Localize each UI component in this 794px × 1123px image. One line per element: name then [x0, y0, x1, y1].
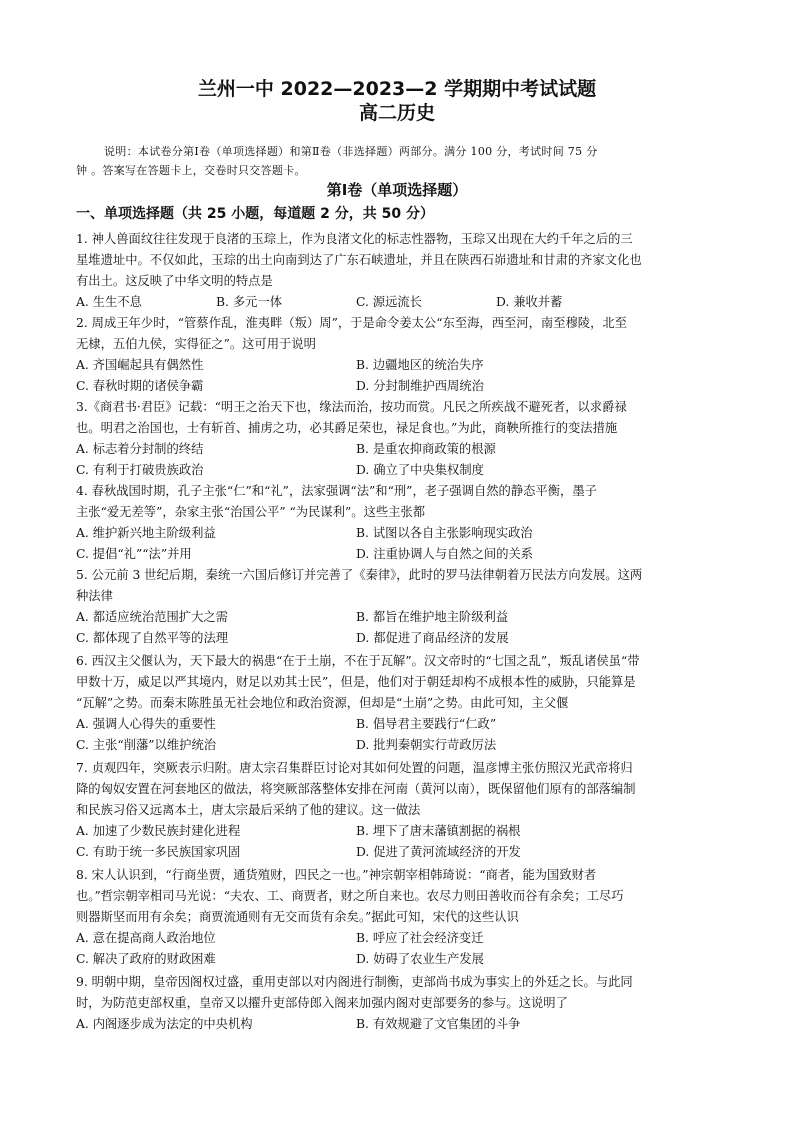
option-d: D. 注重协调人与自然之间的关系 — [356, 547, 534, 561]
option-a: A. 加速了少数民族封建化进程 — [76, 824, 241, 838]
option-c: C. 提倡“礼”“法”并用 — [76, 547, 192, 561]
question-text: 种法律 — [76, 589, 113, 603]
option-a: A. 维护新兴地主阶级利益 — [76, 526, 216, 540]
question-text: 和民族习俗又远离本土，唐太宗最后采纳了他的建议。这一做法 — [76, 803, 421, 817]
question-text: 时，为防范吏部权重，皇帝又以擢升吏部侍郎入阁来加强内阁对吏部要务的参与。这说明了 — [76, 996, 568, 1010]
option-d: D. 促进了黄河流域经济的开发 — [356, 845, 521, 859]
question-text: 则器斯坚而用有余矣；商贾流通则有无交而货有余矣。”据此可知，宋代的这些认识 — [76, 910, 519, 924]
option-c: C. 解决了政府的财政困难 — [76, 952, 216, 966]
option-b: B. 都旨在维护地主阶级利益 — [356, 610, 509, 624]
option-d: D. 兼收并蓄 — [496, 295, 563, 309]
question-text: 7. 贞观四年，突厥表示归附。唐太宗召集群臣讨论对其如何处置的问题，温彦博主张仿照汉光武帝将归 — [76, 761, 633, 775]
instructions-line-1: 说明：本试卷分第Ⅰ卷（单项选择题）和第Ⅱ卷（非选择题）两部分。满分 100 分，考试时间 75 分 — [104, 145, 598, 158]
section-title: 第Ⅰ卷（单项选择题） — [326, 181, 468, 199]
question-text: 2. 周成王年少时，“管蔡作乱，淮夷畔（叛）周”，于是命令姜太公“东至海，西至河，南至穆陵，北至 — [76, 316, 627, 330]
option-b: B. 多元一体 — [216, 295, 283, 309]
option-c: C. 有利于打破贵族政治 — [76, 463, 204, 477]
question-text: 降的匈奴安置在河套地区的做法，将突厥部落整体安排在河南（黄河以南），既保留他们原有的部落编制 — [76, 782, 636, 796]
option-b: B. 试图以各自主张影响现实政治 — [356, 526, 533, 540]
option-c: C. 有助于统一多民族国家巩固 — [76, 845, 241, 859]
question-text: 3.《商君书·君臣》记载：“明王之治天下也，缘法而治，按功而赏。凡民之所疾战不避死者，以求爵禄 — [76, 400, 627, 414]
option-b: B. 是重农抑商政策的根源 — [356, 442, 496, 456]
option-b: B. 倡导君主要践行“仁政” — [356, 717, 497, 731]
option-d: D. 都促进了商品经济的发展 — [356, 631, 509, 645]
question-text: 无棣，五伯九侯，实得征之”。这可用于说明 — [76, 337, 316, 351]
option-a: A. 齐国崛起具有偶然性 — [76, 358, 204, 372]
question-text: 也。明君之治国也，士有斩首、捕虏之功，必其爵足荣也，禄足食也。”为此，商鞅所推行的变法措施 — [76, 421, 618, 435]
exam-subject: 高二历史 — [358, 102, 435, 124]
part-title: 一、单项选择题（共 25 小题，每道题 2 分，共 50 分） — [76, 206, 434, 222]
question-text: 8. 宋人认识到，“行商坐贾，通货殖财，四民之一也。”神宗朝宰相韩琦说：“商者，能为国致财者 — [76, 868, 597, 882]
question-text: 星堆遗址中。不仅如此，玉琮的出土向南到达了广东石峡遗址，并且在陕西石峁遗址和甘肃的齐家文化也 — [76, 253, 642, 267]
question-text: 主张“爱无差等”，杂家主张“治国公平” “为民谋利”。这些主张都 — [76, 505, 426, 519]
option-c: C. 源远流长 — [356, 295, 422, 309]
option-a: A. 标志着分封制的终结 — [76, 442, 204, 456]
question-text: 4. 春秋战国时期，孔子主张“仁”和“礼”，法家强调“法”和“刑”，老子强调自然的静态平衡，墨子 — [76, 484, 597, 498]
exam-title: 兰州一中 2022—2023—2 学期期中考试试题 — [197, 78, 597, 100]
option-c: C. 都体现了自然平等的法理 — [76, 631, 229, 645]
option-d: D. 分封制维护西周统治 — [356, 379, 484, 393]
option-c: C. 春秋时期的诸侯争霸 — [76, 379, 204, 393]
option-a: A. 生生不息 — [76, 295, 142, 309]
option-a: A. 意在提高商人政治地位 — [76, 931, 216, 945]
option-c: C. 主张“削藩”以维护统治 — [76, 738, 217, 752]
question-text: 5. 公元前 3 世纪后期，秦统一六国后修订并完善了《秦律》，此时的罗马法律朝着万民法方向发展。这两 — [76, 568, 643, 582]
option-a: A. 内阁逐步成为法定的中央机构 — [76, 1017, 253, 1031]
option-a: A. 都适应统治范围扩大之需 — [76, 610, 228, 624]
option-d: D. 批判秦朝实行苛政厉法 — [356, 738, 497, 752]
question-text: 也。”哲宗朝宰相司马光说：“夫农、工、商贾者，财之所自来也。农尽力则田善收而谷有余矣；工尽巧 — [76, 889, 624, 903]
option-b: B. 边疆地区的统治失序 — [356, 358, 484, 372]
question-text: 甲数十万，威足以严其境内，财足以劝其士民”，但是，他们对于朝廷却构不成根本性的威胁，只能算是 — [76, 675, 636, 689]
option-b: B. 有效规避了文官集团的斗争 — [356, 1017, 521, 1031]
option-d: D. 妨碍了农业生产发展 — [356, 952, 484, 966]
option-b: B. 呼应了社会经济变迁 — [356, 931, 484, 945]
question-text: 9. 明朝中期，皇帝因阁权过盛，重用吏部以对内阁进行制衡，吏部尚书成为事实上的外廷之长。与此同 — [76, 975, 633, 989]
option-a: A. 强调人心得失的重要性 — [76, 717, 216, 731]
option-d: D. 确立了中央集权制度 — [356, 463, 484, 477]
question-text: 6. 西汉主父偃认为，天下最大的祸患“在于土崩，不在于瓦解”。汉文帝时的“七国之乱”，叛乱诸侯虽“带 — [76, 654, 640, 668]
question-text: “瓦解”之势。而秦末陈胜虽无社会地位和政治资源，但却是“土崩”之势。由此可知，主父偃 — [76, 696, 569, 710]
question-text: 有出土。这反映了中华文明的特点是 — [76, 274, 273, 288]
option-b: B. 埋下了唐末藩镇割据的祸根 — [356, 824, 521, 838]
instructions-line-2: 钟 。答案写在答题卡上，交卷时只交答题卡。 — [76, 164, 306, 177]
question-text: 1. 神人兽面纹往往发现于良渚的玉琮上，作为良渚文化的标志性器物，玉琮又出现在大约千年之后的三 — [76, 232, 633, 246]
